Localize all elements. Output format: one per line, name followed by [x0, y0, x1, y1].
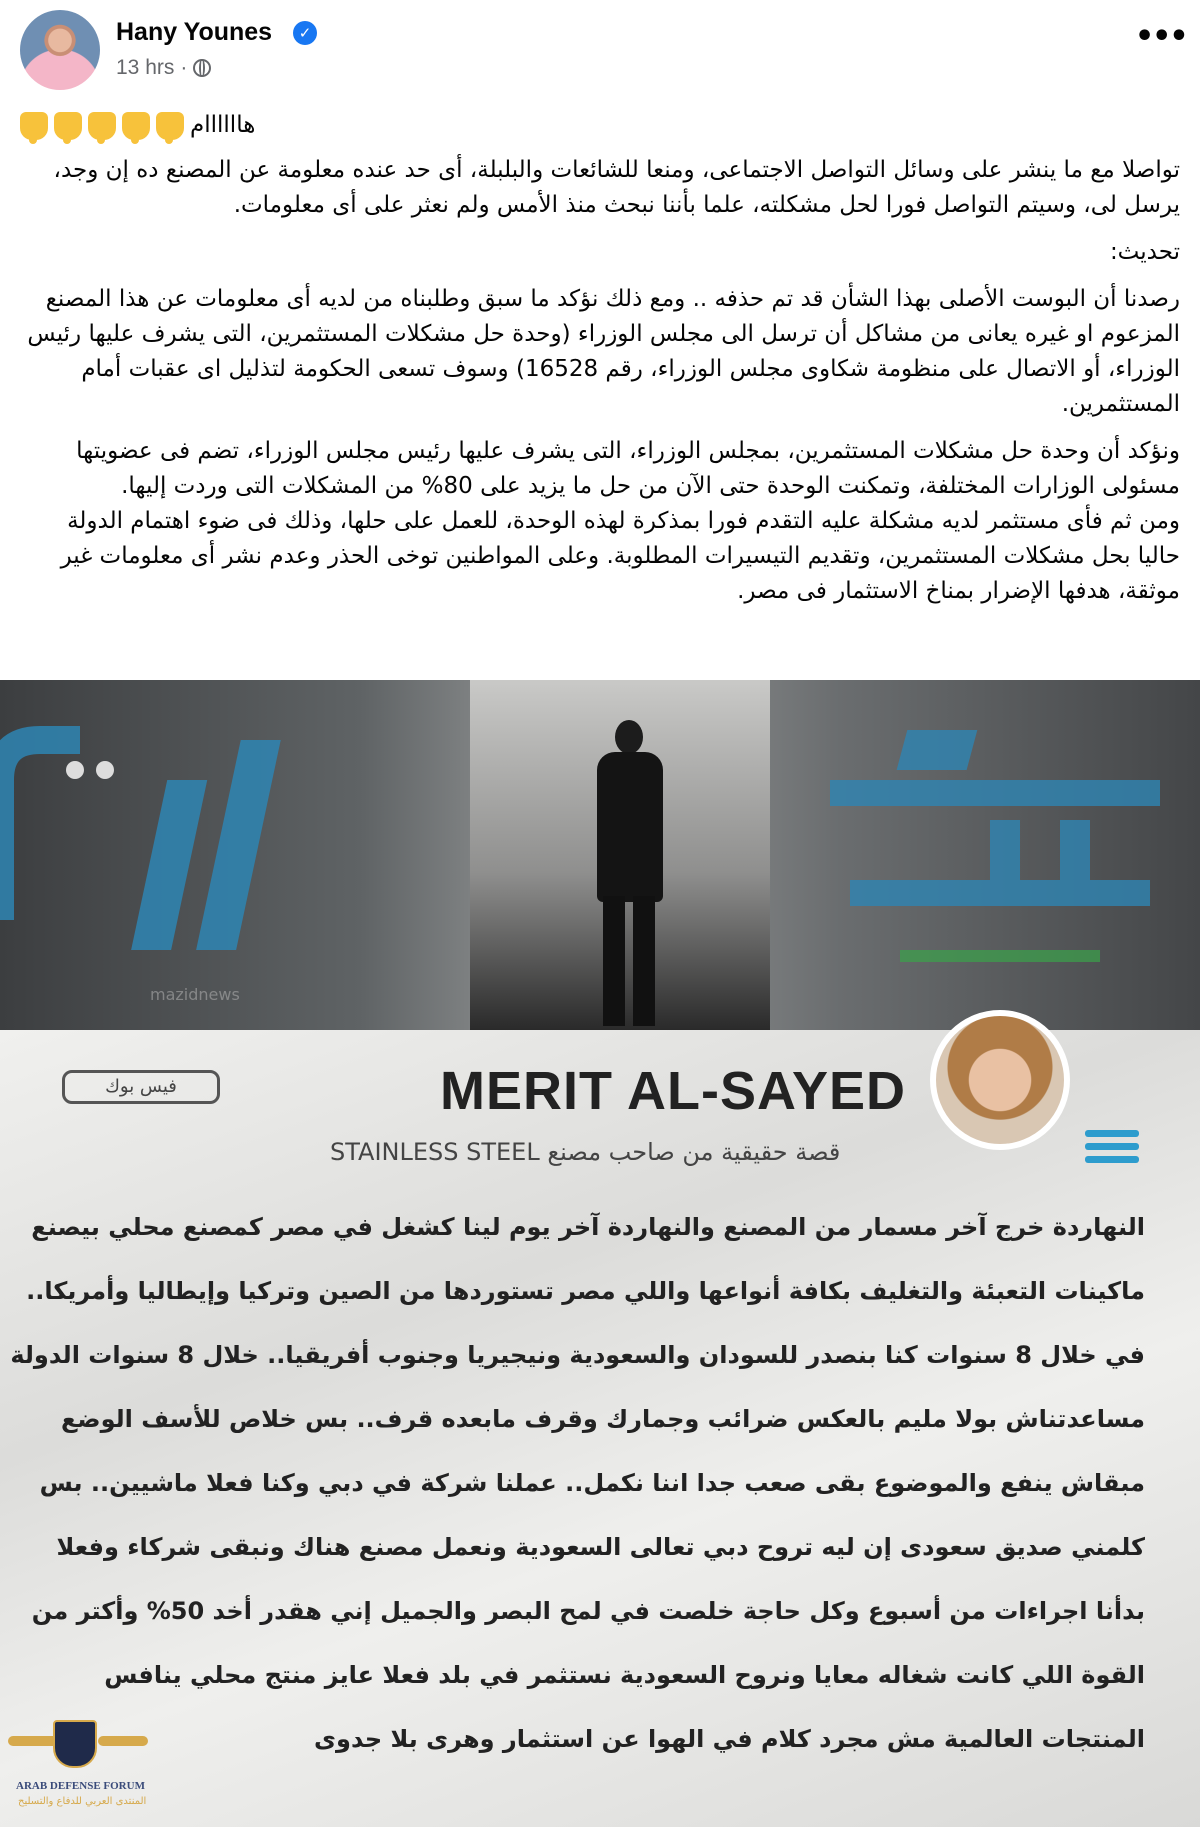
post-time[interactable]: 13 hrs	[116, 56, 175, 79]
image-scene	[0, 680, 1200, 1030]
post-headline: هاااااام	[190, 112, 256, 138]
post-paragraph: ومن ثم فأى مستثمر لديه مشكلة عليه التقدم فورا بمذكرة لهذه الوحدة، للعمل على حلها، وذلك فى ضوء اهتمام الدولة حاليا بحل مشكلات المستثمرين، وتقديم التيسيرات المطلوبة. وعلى المواطنين توخى الحذر وعدم نشر أى معلومات غير موثقة، هدفها الإضرار بمناخ الاستثمار فى مصر.	[60, 508, 1180, 604]
story-line: القوة اللي كانت شغاله معايا ونروح السعودية نستثمر في بلد فعلا عايز منتج محلي ينافس	[104, 1661, 1145, 1689]
story-line: النهاردة خرج آخر مسمار من المصنع والنهاردة آخر يوم لينا كشغل في مصر كمصنع محلي بيصنع	[31, 1213, 1145, 1241]
wing-right-icon	[98, 1736, 148, 1746]
post-paragraph: ونؤكد أن وحدة حل مشكلات المستثمرين، بمجلس الوزراء، التى يشرف عليها رئيس مجلس الوزراء، تضم فى عضويتها مسئولى الوزارات المختلفة، وتمكنت الوحدة حتى الآن من حل ما يزيد على 80% من المشكلات التى وردت إليها.	[76, 438, 1180, 499]
story-line: كلمني صديق سعودى إن ليه تروح دبي تعالى السعودية ونعمل مصنع هناك ونبقى شركاء وفعلا	[56, 1533, 1145, 1561]
watermark-title: ARAB DEFENSE FORUM	[16, 1780, 145, 1792]
conference-sign-right	[790, 720, 1200, 1000]
watermark-subtitle: المنتدى العربي للدفاع والتسليح	[18, 1796, 147, 1807]
author-name[interactable]: Hany Younes	[116, 18, 273, 46]
post-paragraph: رصدنا أن البوست الأصلى بهذا الشأن قد تم حذفه .. ومع ذلك نؤكد ما سبق وطلبناه من لديه أى معلومات عن هذا المصنع المزعوم او غيره يعانى من مشاكل أن ترسل الى مجلس الوزراء (وحدة حل مشكلات المستثمرين، التى يشرف عليها رئيس الوزراء، أو الاتصال على منظومة شكاوى مجلس الوزراء، رقم 16528) وسوف تسعى الحكومة لتذليل اى عقبات أمام المستثمرين.	[27, 286, 1180, 417]
story-text	[10, 1195, 1145, 1771]
pointing-down-hand-icon	[122, 112, 150, 140]
subtitle-en: STAINLESS STEEL	[330, 1138, 540, 1166]
story-line: مبقاش ينفع والموضوع بقى صعب جدا اننا نكمل.. عملنا شركة في دبي وكنا فعلا ماشيين.. بس	[39, 1469, 1145, 1497]
source-tag: mazidnews	[150, 985, 240, 1004]
pointing-down-hand-icon	[88, 112, 116, 140]
post-paragraph: تواصلا مع ما ينشر على وسائل التواصل الاجتماعى، ومنعا للشائعات والبلبلة، أى حد عنده معلومة عن المصنع ده إن وجد، يرسل لى، وسيتم التواصل فورا لحل مشكلته، علما بأننا نبحث منذ الأمس ولم نعثر على أى معلومات.	[53, 157, 1180, 218]
post-body	[20, 108, 1180, 621]
pointing-down-hand-icon	[20, 112, 48, 140]
subtitle-ar: قصة حقيقية من صاحب مصنع	[547, 1138, 841, 1166]
brand-stripes-icon	[1085, 1130, 1139, 1170]
shield-icon	[53, 1720, 97, 1768]
story-line: بدأنا اجراءات من أسبوع وكل حاجة خلصت في لمح البصر والجميل إني هقدر أخد 50% وأكتر من	[31, 1597, 1145, 1625]
story-line: ماكينات التعبئة والتغليف بكافة أنواعها واللي مصر تستوردها من الصين وتركيا وإيطاليا وأمريكا..	[26, 1277, 1145, 1305]
story-subtitle	[330, 1138, 840, 1166]
story-name: MERIT AL-SAYED	[440, 1061, 907, 1121]
forum-watermark	[8, 1720, 168, 1820]
story-line: في خلال 8 سنوات كنا بنصدر للسودان والسعودية ونيجيريا وجنوب أفريقيا.. خلال 8 سنوات الدولة	[10, 1341, 1145, 1369]
story-card	[0, 1030, 1200, 1827]
author-avatar[interactable]	[20, 10, 100, 90]
story-line: مساعدتناش بولا مليم بالعكس ضرائب وجمارك وقرف مابعده قرف.. بس خلاص للأسف الوضع	[60, 1405, 1145, 1433]
meta-separator: ·	[180, 56, 188, 79]
facebook-badge: فيس بوك	[62, 1070, 220, 1104]
wing-left-icon	[8, 1736, 58, 1746]
verified-badge-icon: ✓	[293, 21, 317, 45]
conference-sign-left	[0, 720, 300, 970]
headline-row	[20, 108, 1180, 143]
pointing-down-hand-icon	[54, 112, 82, 140]
post-paragraph: تحديث:	[1109, 239, 1180, 265]
portrait-photo	[930, 1010, 1070, 1150]
walking-person	[585, 720, 675, 1030]
post-header	[0, 0, 1200, 100]
pointing-down-hand-icon	[156, 112, 184, 140]
story-line: المنتجات العالمية مش مجرد كلام في الهوا عن استثمار وهرى بلا جدوى	[314, 1725, 1145, 1753]
post-meta	[116, 56, 211, 80]
more-options-icon[interactable]: •••	[1135, 19, 1187, 54]
post-image[interactable]	[0, 680, 1200, 1827]
globe-icon[interactable]	[193, 59, 211, 77]
